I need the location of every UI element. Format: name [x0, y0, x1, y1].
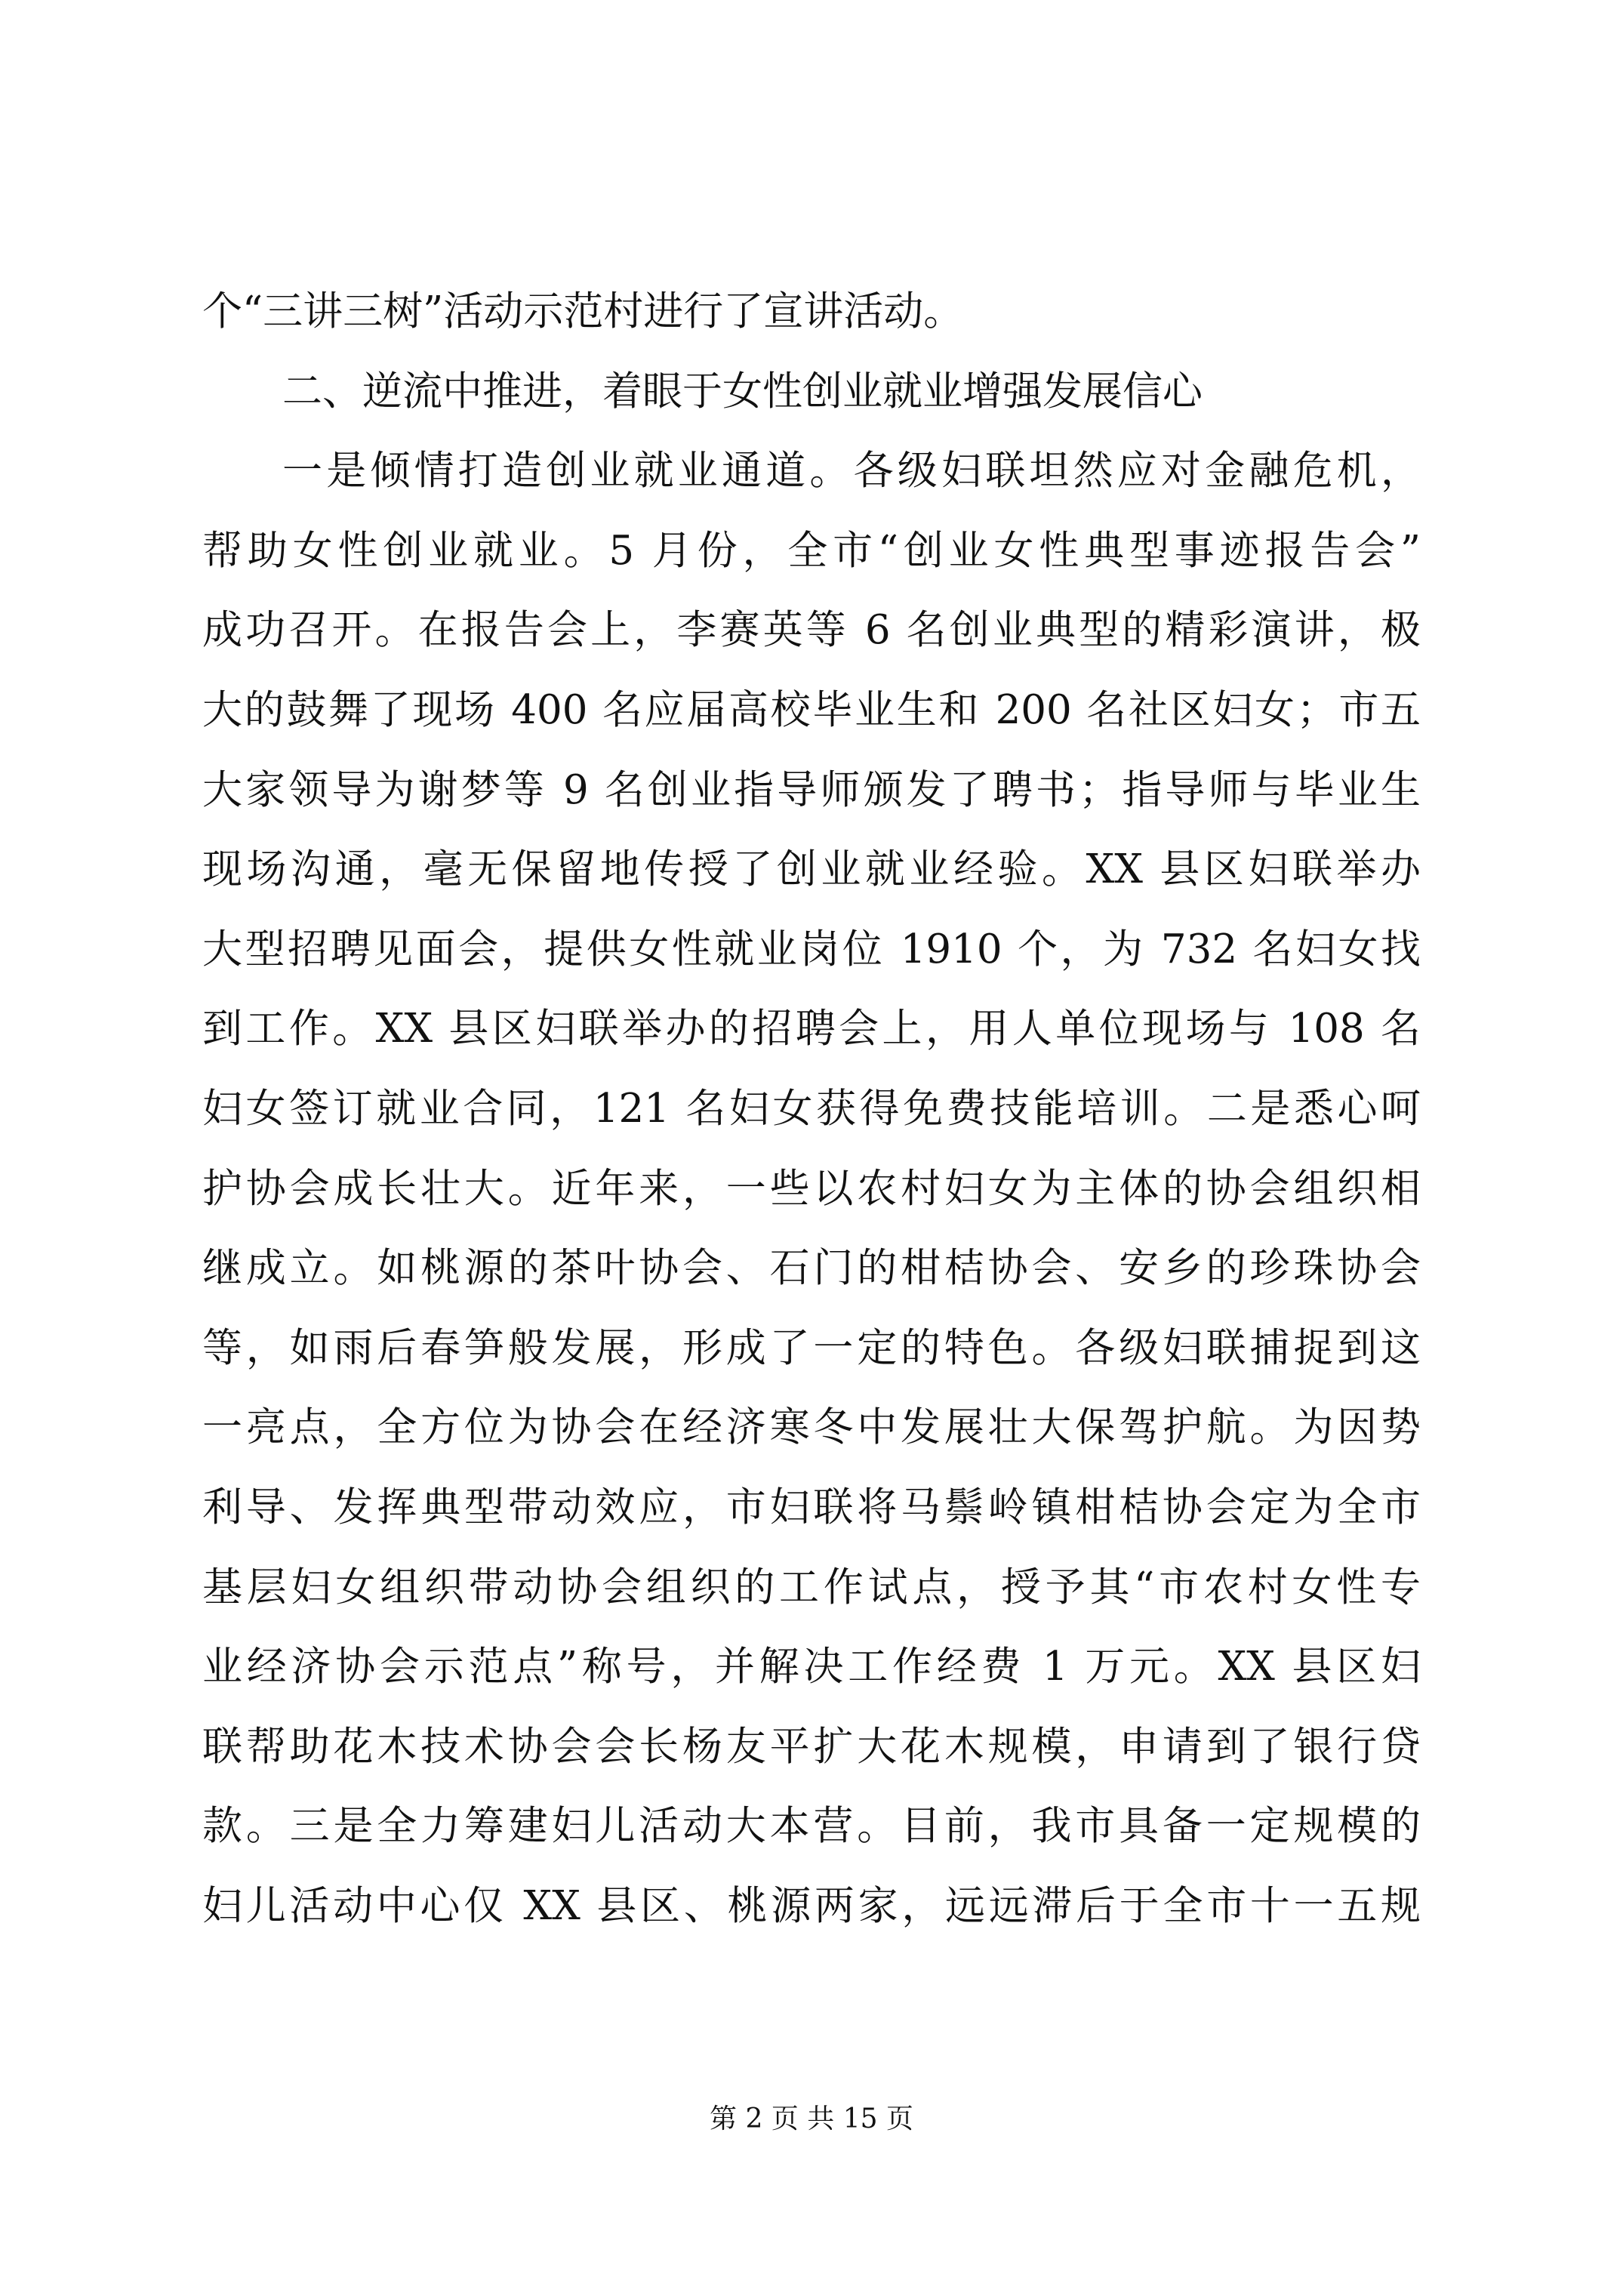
paragraph-line: 现场沟通，毫无保留地传授了创业就业经验。XX 县区妇联举办: [202, 846, 1421, 893]
paragraph-line: 继成立。如桃源的茶叶协会、石门的柑桔协会、安乡的珍珠协会: [202, 1245, 1421, 1292]
page-number-footer: 第 2 页 共 15 页: [710, 2103, 913, 2134]
paragraph-line: 护协会成长壮大。近年来，一些以农村妇女为主体的协会组织相: [202, 1165, 1421, 1212]
paragraph-line: 基层妇女组织带动协会组织的工作试点，授予其“市农村女性专: [202, 1564, 1421, 1610]
paragraph-line: 等，如雨后春笋般发展，形成了一定的特色。各级妇联捕捉到这: [202, 1324, 1421, 1371]
paragraph-line: 利导、发挥典型带动效应，市妇联将马鬃岭镇柑桔协会定为全市: [202, 1484, 1421, 1530]
paragraph-line: 款。三是全力筹建妇儿活动大本营。目前，我市具备一定规模的: [202, 1803, 1421, 1850]
paragraph-line: 个“三讲三树”活动示范村进行了宣讲活动。: [202, 288, 964, 334]
paragraph-line: 大家领导为谢梦等 9 名创业指导师颁发了聘书；指导师与毕业生: [202, 766, 1421, 813]
paragraph-line: 大的鼓舞了现场 400 名应届高校毕业生和 200 名社区妇女；市五: [202, 686, 1421, 733]
paragraph-line: 业经济协会示范点”称号，并解决工作经费 1 万元。XX 县区妇: [202, 1644, 1421, 1690]
paragraph-line: 一是倾情打造创业就业通道。各级妇联坦然应对金融危机，: [282, 448, 1421, 495]
paragraph-line: 一亮点，全方位为协会在经济寒冬中发展壮大保驾护航。为因势: [202, 1404, 1421, 1451]
paragraph-line: 联帮助花木技术协会会长杨友平扩大花木规模，申请到了银行贷: [202, 1723, 1421, 1770]
paragraph-line: 成功召开。在报告会上，李赛英等 6 名创业典型的精彩演讲，极: [202, 607, 1421, 654]
paragraph-line: 帮助女性创业就业。5 月份，全市“创业女性典型事迹报告会”: [202, 527, 1421, 574]
section-heading: 二、逆流中推进，着眼于女性创业就业增强发展信心: [282, 368, 1203, 415]
paragraph-line: 到工作。XX 县区妇联举办的招聘会上，用人单位现场与 108 名: [202, 1006, 1421, 1052]
paragraph-line: 妇女签订就业合同，121 名妇女获得免费技能培训。二是悉心呵: [202, 1085, 1421, 1132]
document-body: [202, 272, 1421, 1946]
paragraph-line: 大型招聘见面会，提供女性就业岗位 1910 个，为 732 名妇女找: [202, 926, 1421, 972]
paragraph-line: 妇儿活动中心仅 XX 县区、桃源两家，远远滞后于全市十一五规: [202, 1882, 1421, 1929]
